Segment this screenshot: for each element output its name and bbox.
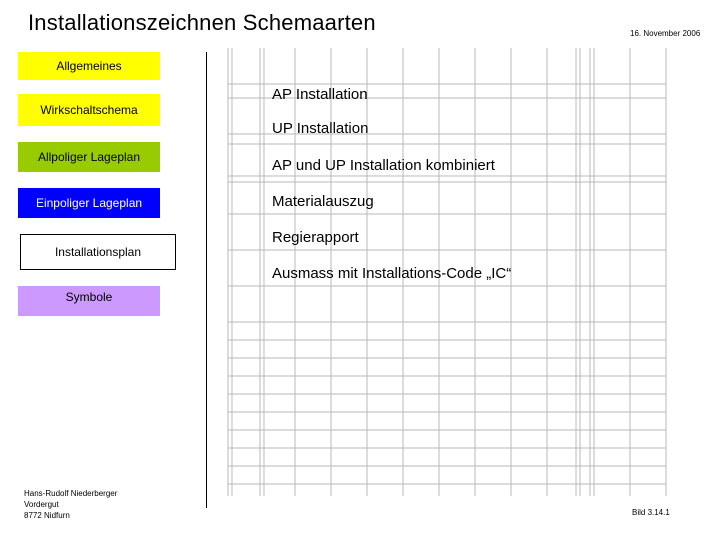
author-street: Vordergut bbox=[24, 500, 59, 509]
nav-allpoliger-lageplan-label: Allpoliger Lageplan bbox=[37, 150, 141, 164]
slide-number: Bild 3.14.1 bbox=[632, 508, 670, 517]
topic-ap-up-kombiniert[interactable]: AP und UP Installation kombiniert bbox=[272, 157, 495, 174]
author-block bbox=[24, 488, 117, 521]
nav-einpoliger-lageplan-label: Einpoliger Lageplan bbox=[35, 196, 143, 210]
divider-line bbox=[206, 52, 207, 508]
nav-symbole[interactable] bbox=[18, 286, 160, 316]
topic-ausmass-ic[interactable]: Ausmass mit Installations-Code „IC“ bbox=[272, 265, 512, 282]
date-label: 16. November 2006 bbox=[630, 29, 701, 38]
topic-regierapport[interactable]: Regierapport bbox=[272, 229, 359, 246]
nav-wirkschaltschema[interactable] bbox=[18, 94, 160, 126]
nav-allpoliger-lageplan[interactable] bbox=[18, 142, 160, 172]
author-name: Hans-Rudolf Niederberger bbox=[24, 489, 118, 498]
author-city: 8772 Nidfurn bbox=[24, 511, 70, 520]
nav-allgemeines[interactable] bbox=[18, 52, 160, 80]
nav-symbole-label: Symbole bbox=[65, 290, 113, 304]
nav-einpoliger-lageplan[interactable] bbox=[18, 188, 160, 218]
topic-materialauszug[interactable]: Materialauszug bbox=[272, 193, 374, 210]
topic-up-installation[interactable]: UP Installation bbox=[272, 120, 369, 137]
topic-ap-installation[interactable]: AP Installation bbox=[272, 86, 368, 103]
page-title: Installationszeichnen Schemaarten bbox=[28, 10, 376, 35]
nav-wirkschaltschema-label: Wirkschaltschema bbox=[40, 103, 138, 117]
nav-installationsplan[interactable] bbox=[20, 234, 176, 270]
nav-allgemeines-label: Allgemeines bbox=[56, 59, 122, 73]
nav-installationsplan-label: Installationsplan bbox=[54, 245, 142, 259]
